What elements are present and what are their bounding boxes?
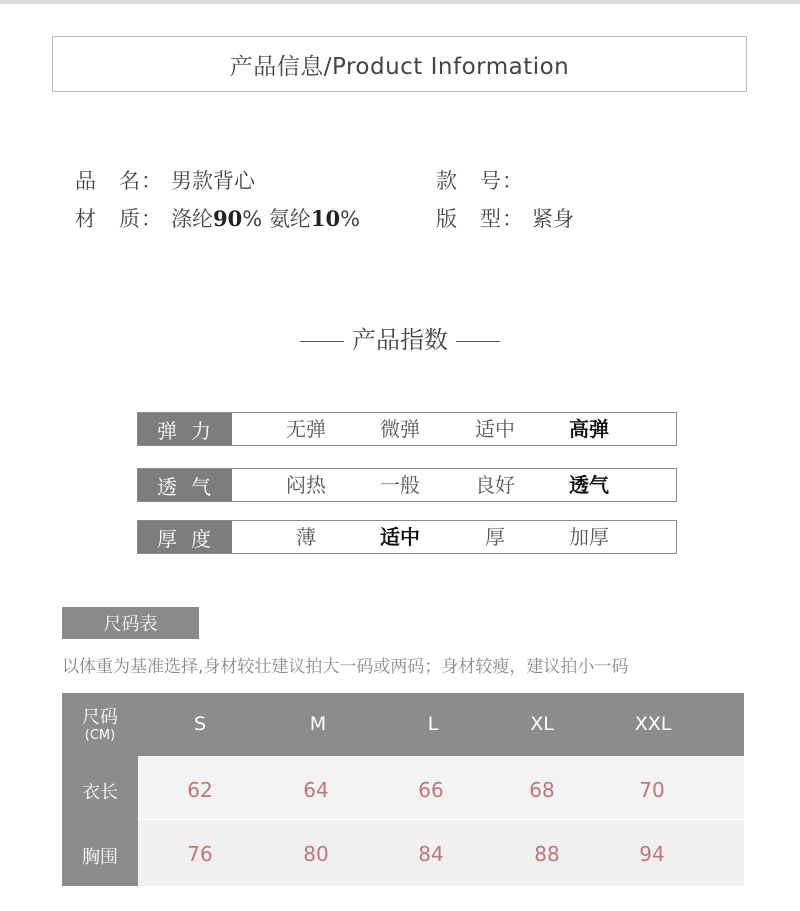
material-percent-2: 10 — [310, 206, 341, 231]
size-header-cell: S — [193, 713, 207, 735]
size-row-label-chest: 胸围 — [82, 847, 118, 868]
index-row-label: 透气 — [138, 469, 232, 501]
size-corner-unit: (CM) — [84, 728, 116, 743]
index-option: 厚 — [485, 525, 505, 549]
material-part-3: % — [340, 207, 361, 231]
product-index-heading — [0, 320, 800, 355]
material-label: 材 质： — [75, 207, 163, 231]
product-name-line — [75, 165, 255, 195]
product-name-label: 品 名： — [75, 169, 163, 193]
size-advice-note: 以体重为基准选择,身材较壮建议拍大一码或两码；身材较瘦，建议拍小一码 — [62, 657, 629, 677]
index-row-label: 厚度 — [138, 521, 232, 553]
size-header-cell: XXL — [634, 713, 672, 735]
fit-line — [436, 203, 574, 233]
size-value-cell: 84 — [418, 842, 444, 866]
size-header-cell: M — [309, 713, 327, 735]
heading-rule-right — [456, 341, 500, 342]
size-value-cell: 62 — [187, 778, 213, 802]
size-corner-label: 尺码 — [82, 707, 118, 728]
material-part-1: 涤纶 — [171, 207, 213, 231]
product-name-value: 男款背心 — [171, 169, 255, 193]
top-image-strip — [0, 0, 800, 4]
size-chart-tag — [62, 607, 199, 639]
index-option: 薄 — [296, 525, 316, 549]
index-option-selected: 适中 — [380, 525, 420, 549]
size-value-cell: 94 — [639, 842, 665, 866]
size-chart-tag-text: 尺码表 — [103, 614, 158, 635]
size-header-cell: L — [427, 713, 439, 735]
material-part-2: % 氨纶 — [242, 207, 311, 231]
index-option-selected: 透气 — [569, 473, 609, 497]
style-number-label: 款 号： — [436, 169, 524, 193]
material-percent-1: 90 — [213, 206, 243, 231]
index-option: 闷热 — [286, 473, 326, 497]
size-value-cell: 88 — [534, 842, 560, 866]
size-value-cell: 76 — [187, 842, 213, 866]
index-option-selected: 高弹 — [569, 417, 609, 441]
size-table — [62, 693, 744, 886]
index-row-breathability — [137, 468, 677, 502]
product-info-title-text: 产品信息/Product Information — [229, 53, 570, 80]
index-option: 良好 — [475, 473, 515, 497]
size-value-cell: 80 — [303, 842, 329, 866]
size-header-cell: XL — [530, 713, 554, 735]
fit-value: 紧身 — [532, 207, 574, 231]
index-row-label: 弹力 — [138, 413, 232, 445]
index-option: 加厚 — [569, 525, 609, 549]
size-value-cell: 70 — [639, 778, 665, 802]
index-option: 无弹 — [286, 417, 326, 441]
index-option: 微弹 — [380, 417, 420, 441]
product-index-heading-text: 产品指数 — [352, 326, 448, 354]
style-number-line — [436, 165, 532, 195]
material-line — [75, 203, 360, 233]
size-value-cell: 66 — [418, 778, 444, 802]
size-value-cell: 64 — [303, 778, 329, 802]
product-info-title — [52, 36, 747, 92]
index-row-thickness — [137, 520, 677, 554]
fit-label: 版 型： — [436, 207, 524, 231]
size-row-label-length: 衣长 — [82, 782, 118, 803]
index-row-elasticity — [137, 412, 677, 446]
heading-rule-left — [300, 341, 344, 342]
index-option: 适中 — [475, 417, 515, 441]
size-value-cell: 68 — [529, 778, 555, 802]
index-option: 一般 — [380, 473, 420, 497]
